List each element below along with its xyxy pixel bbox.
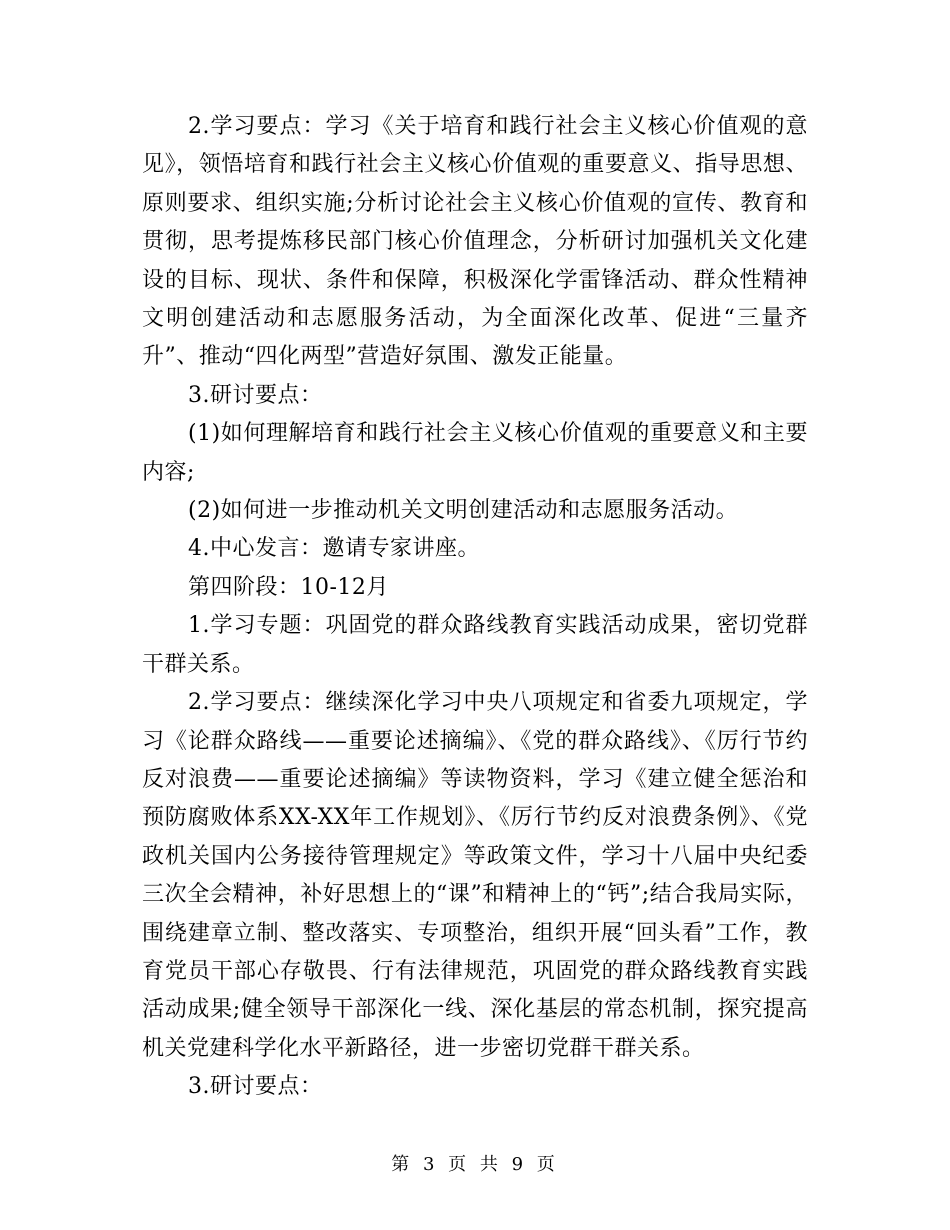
paragraph-study-points-stage-four: 2.学习要点：继续深化学习中央八项规定和省委九项规定，学习《论群众路线——重要论述摘编》、《党的群众路线》、《厉行节约反对浪费——重要论述摘编》等读物资料，学习《建立健全惩治和预防腐败体系XX-XX年工作规划》、《厉行节约反对浪费条例》、《党政机关国内公务接待管理规定》等政策文件，学习十八届中央纪委三次全会精神，补好思想上的“课”和精神上的“钙”;结合我局实际，围绕建章立制、整改落实、专项整治，组织开展“回头看”工作，教育党员干部心存敬畏、行有法律规范，巩固党的群众路线教育实践活动成果;健全领导干部深化一线、深化基层的常态机制，探究提高机关党建科学化水平新路径，进一步密切党群干群关系。 <box>142 690 808 1061</box>
paragraph-discussion-points-heading-stage-four: 3.研讨要点： <box>188 1074 323 1100</box>
paragraph-discussion-item-1: (1)如何理解培育和践行社会主义核心价值观的重要意义和主要内容; <box>142 421 808 485</box>
paragraph-study-points: 2.学习要点：学习《关于培育和践行社会主义核心价值观的意见》，领悟培育和践行社会主义核心价值观的重要意义、指导思想、原则要求、组织实施;分析讨论社会主义核心价值观的宣传、教育和贯彻，思考提炼移民部门核心价值理念，分析研讨加强机关文化建设的目标、现状、条件和保障，积极深化学雷锋活动、群众性精神文明创建活动和志愿服务活动，为全面深化改革、促进“三量齐升”、推动“四化两型”营造好氛围、激发正能量。 <box>142 114 808 370</box>
document-body <box>142 108 808 1107</box>
paragraph-discussion-item-2: (2)如何进一步推动机关文明创建活动和志愿服务活动。 <box>188 498 739 524</box>
paragraph-study-topic: 1.学习专题：巩固党的群众路线教育实践活动成果，密切党群干群关系。 <box>142 613 808 677</box>
paragraph-stage-four-heading: 第四阶段：10-12月 <box>188 574 389 600</box>
paragraph-keynote: 4.中心发言：邀请专家讲座。 <box>188 536 480 562</box>
page-footer: 第 3 页 共 9 页 <box>391 1154 559 1175</box>
paragraph-discussion-points-heading: 3.研讨要点： <box>188 382 323 408</box>
